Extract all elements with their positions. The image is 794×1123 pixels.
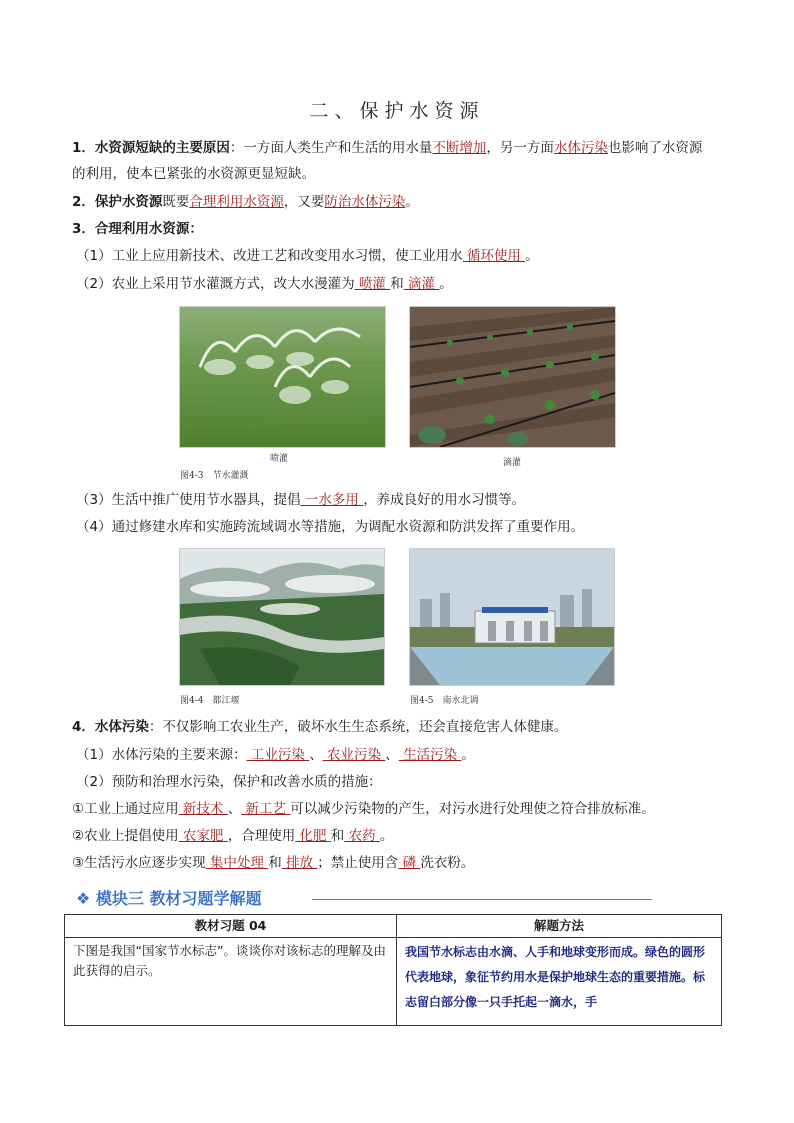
dujiangyan-photo xyxy=(179,548,385,686)
answer-blank: 合理利用水资源 xyxy=(189,194,284,210)
measure-2 xyxy=(72,826,726,846)
text: （2）农业上采用节水灌溉方式，改大水漫灌为 xyxy=(76,276,355,292)
sprinkler-illustration xyxy=(180,307,385,447)
module-title: 模块三 教材习题学解题 xyxy=(95,889,262,908)
para-3-sub-2 xyxy=(76,274,726,294)
answer-blank: 农药 xyxy=(344,828,380,844)
text: ，另一方面 xyxy=(486,140,554,156)
answer-blank: 化肥 xyxy=(295,828,331,844)
measure-1 xyxy=(72,799,726,819)
sprinkler-label: 喷灌 xyxy=(270,454,289,464)
text: 。 xyxy=(461,747,475,763)
text: 。 xyxy=(525,248,539,264)
drip-irrigation-photo xyxy=(409,306,616,448)
answer-blank: 生活污染 xyxy=(398,747,462,763)
text: 也影响了水资源 xyxy=(607,140,703,156)
text: ①工业上通过应用 xyxy=(72,801,179,817)
text: 、 xyxy=(309,747,323,763)
text: 和 xyxy=(268,855,282,871)
answer-blank: 滴灌 xyxy=(403,276,440,292)
column-header-method: 解题方法 xyxy=(397,915,722,938)
text: 可以减少污染物的产生，对污水进行处理使之符合排放标准。 xyxy=(290,801,655,817)
text: 。 xyxy=(379,828,394,844)
para-4-sub-1 xyxy=(76,745,726,765)
text: （3）生活中推广使用节水器具，提倡 xyxy=(76,492,301,508)
drip-illustration xyxy=(410,307,615,447)
text: 。 xyxy=(405,194,419,210)
table-row xyxy=(65,938,722,1026)
para-4-heading xyxy=(72,717,726,737)
drip-label: 滴灌 xyxy=(503,458,522,468)
item-heading: 合理利用水资源 xyxy=(94,221,190,237)
answer-blank: 喷灌 xyxy=(354,276,391,292)
measure-3 xyxy=(72,853,726,873)
south-north-water-photo xyxy=(409,548,615,686)
para-2 xyxy=(72,192,726,212)
text: ；禁止使用含 xyxy=(317,855,399,871)
answer-blank: 排放 xyxy=(281,855,318,871)
figure-caption-4-3: 图4-3 节水灌溉 xyxy=(180,471,249,481)
figure-caption-4-4: 图4-4 都江堰 xyxy=(180,696,240,706)
item-number: 3． xyxy=(72,221,95,237)
double-chevron-icon: ❖ xyxy=(76,889,91,908)
module-divider xyxy=(312,899,652,900)
text: 洗衣粉。 xyxy=(420,855,475,871)
text: 和 xyxy=(390,276,404,292)
text: ，又要 xyxy=(283,194,325,210)
answer-blank: 农业污染 xyxy=(322,747,386,763)
answer-blank: 循环使用 xyxy=(462,248,526,264)
text: 和 xyxy=(330,828,345,844)
water-diversion-illustration xyxy=(410,549,614,685)
text: 、 xyxy=(385,747,399,763)
item-number: 1． xyxy=(72,140,95,156)
dujiangyan-illustration xyxy=(180,549,384,685)
para-1-line-2: 的利用，使本已紧张的水资源更显短缺。 xyxy=(72,166,315,182)
para-3-sub-4: （4）通过修建水库和实施跨流域调水等措施，为调配水资源和防洪发挥了重要作用。 xyxy=(76,519,585,535)
text: ：一方面人类生产和生活的用水量 xyxy=(229,140,433,156)
column-header-exercise: 教材习题 04 xyxy=(65,915,397,938)
text: ，合理使用 xyxy=(227,828,296,844)
text: 、 xyxy=(227,801,242,817)
text: ，养成良好的用水习惯等。 xyxy=(363,492,526,508)
item-heading: 水资源短缺的主要原因 xyxy=(94,140,230,156)
text: ： xyxy=(189,221,203,237)
para-3-sub-3 xyxy=(76,490,726,510)
para-4-sub-2: （2）预防和治理水污染，保护和改善水质的措施： xyxy=(76,774,382,790)
sprinkler-irrigation-photo xyxy=(179,306,386,448)
answer-blank: 磷 xyxy=(398,855,421,871)
answer-blank: 不断增加 xyxy=(432,140,487,156)
exercise-answer: 我国节水标志由水滴、人手和地球变形而成。绿色的圆形代表地球，象征节约用水是保护地球生态的重要措施。标志留白部分像一只手托起一滴水，手 xyxy=(397,938,722,1026)
text: ：不仅影响工农业生产，破坏水生生态系统，还会直接危害人体健康。 xyxy=(148,719,568,735)
module-header xyxy=(76,886,586,910)
answer-blank: 一水多用 xyxy=(300,492,364,508)
item-heading: 保护水资源 xyxy=(94,194,163,210)
item-number: 2． xyxy=(72,194,95,210)
figure-caption-4-5: 图4-5 南水北调 xyxy=(410,696,479,706)
text: （1）工业上应用新技术、改进工艺和改变用水习惯，使工业用水 xyxy=(76,248,463,264)
table-header-row xyxy=(65,915,722,938)
item-number: 4． xyxy=(72,719,95,735)
text: 。 xyxy=(439,276,453,292)
para-1-line-1 xyxy=(72,138,726,158)
answer-blank: 防治水体污染 xyxy=(324,194,406,210)
answer-blank: 农家肥 xyxy=(178,828,228,844)
section-title: 二、保护水资源 xyxy=(309,100,485,122)
text: ②农业上提倡使用 xyxy=(72,828,179,844)
answer-blank: 集中处理 xyxy=(205,855,269,871)
exercise-table xyxy=(64,914,722,1026)
text: ③生活污水应逐步实现 xyxy=(72,855,206,871)
answer-blank: 新工艺 xyxy=(241,801,291,817)
text: 既要 xyxy=(162,194,190,210)
para-3-heading xyxy=(72,219,726,239)
item-heading: 水体污染 xyxy=(94,719,149,735)
answer-blank: 工业污染 xyxy=(246,747,310,763)
module-title-wrapper xyxy=(76,886,262,909)
para-3-sub-1 xyxy=(76,246,726,266)
answer-blank: 水体污染 xyxy=(553,140,608,156)
exercise-question: 下图是我国“国家节水标志”。谈谈你对该标志的理解及由此获得的启示。 xyxy=(65,938,397,1026)
text: （1）水体污染的主要来源： xyxy=(76,747,247,763)
answer-blank: 新技术 xyxy=(178,801,228,817)
